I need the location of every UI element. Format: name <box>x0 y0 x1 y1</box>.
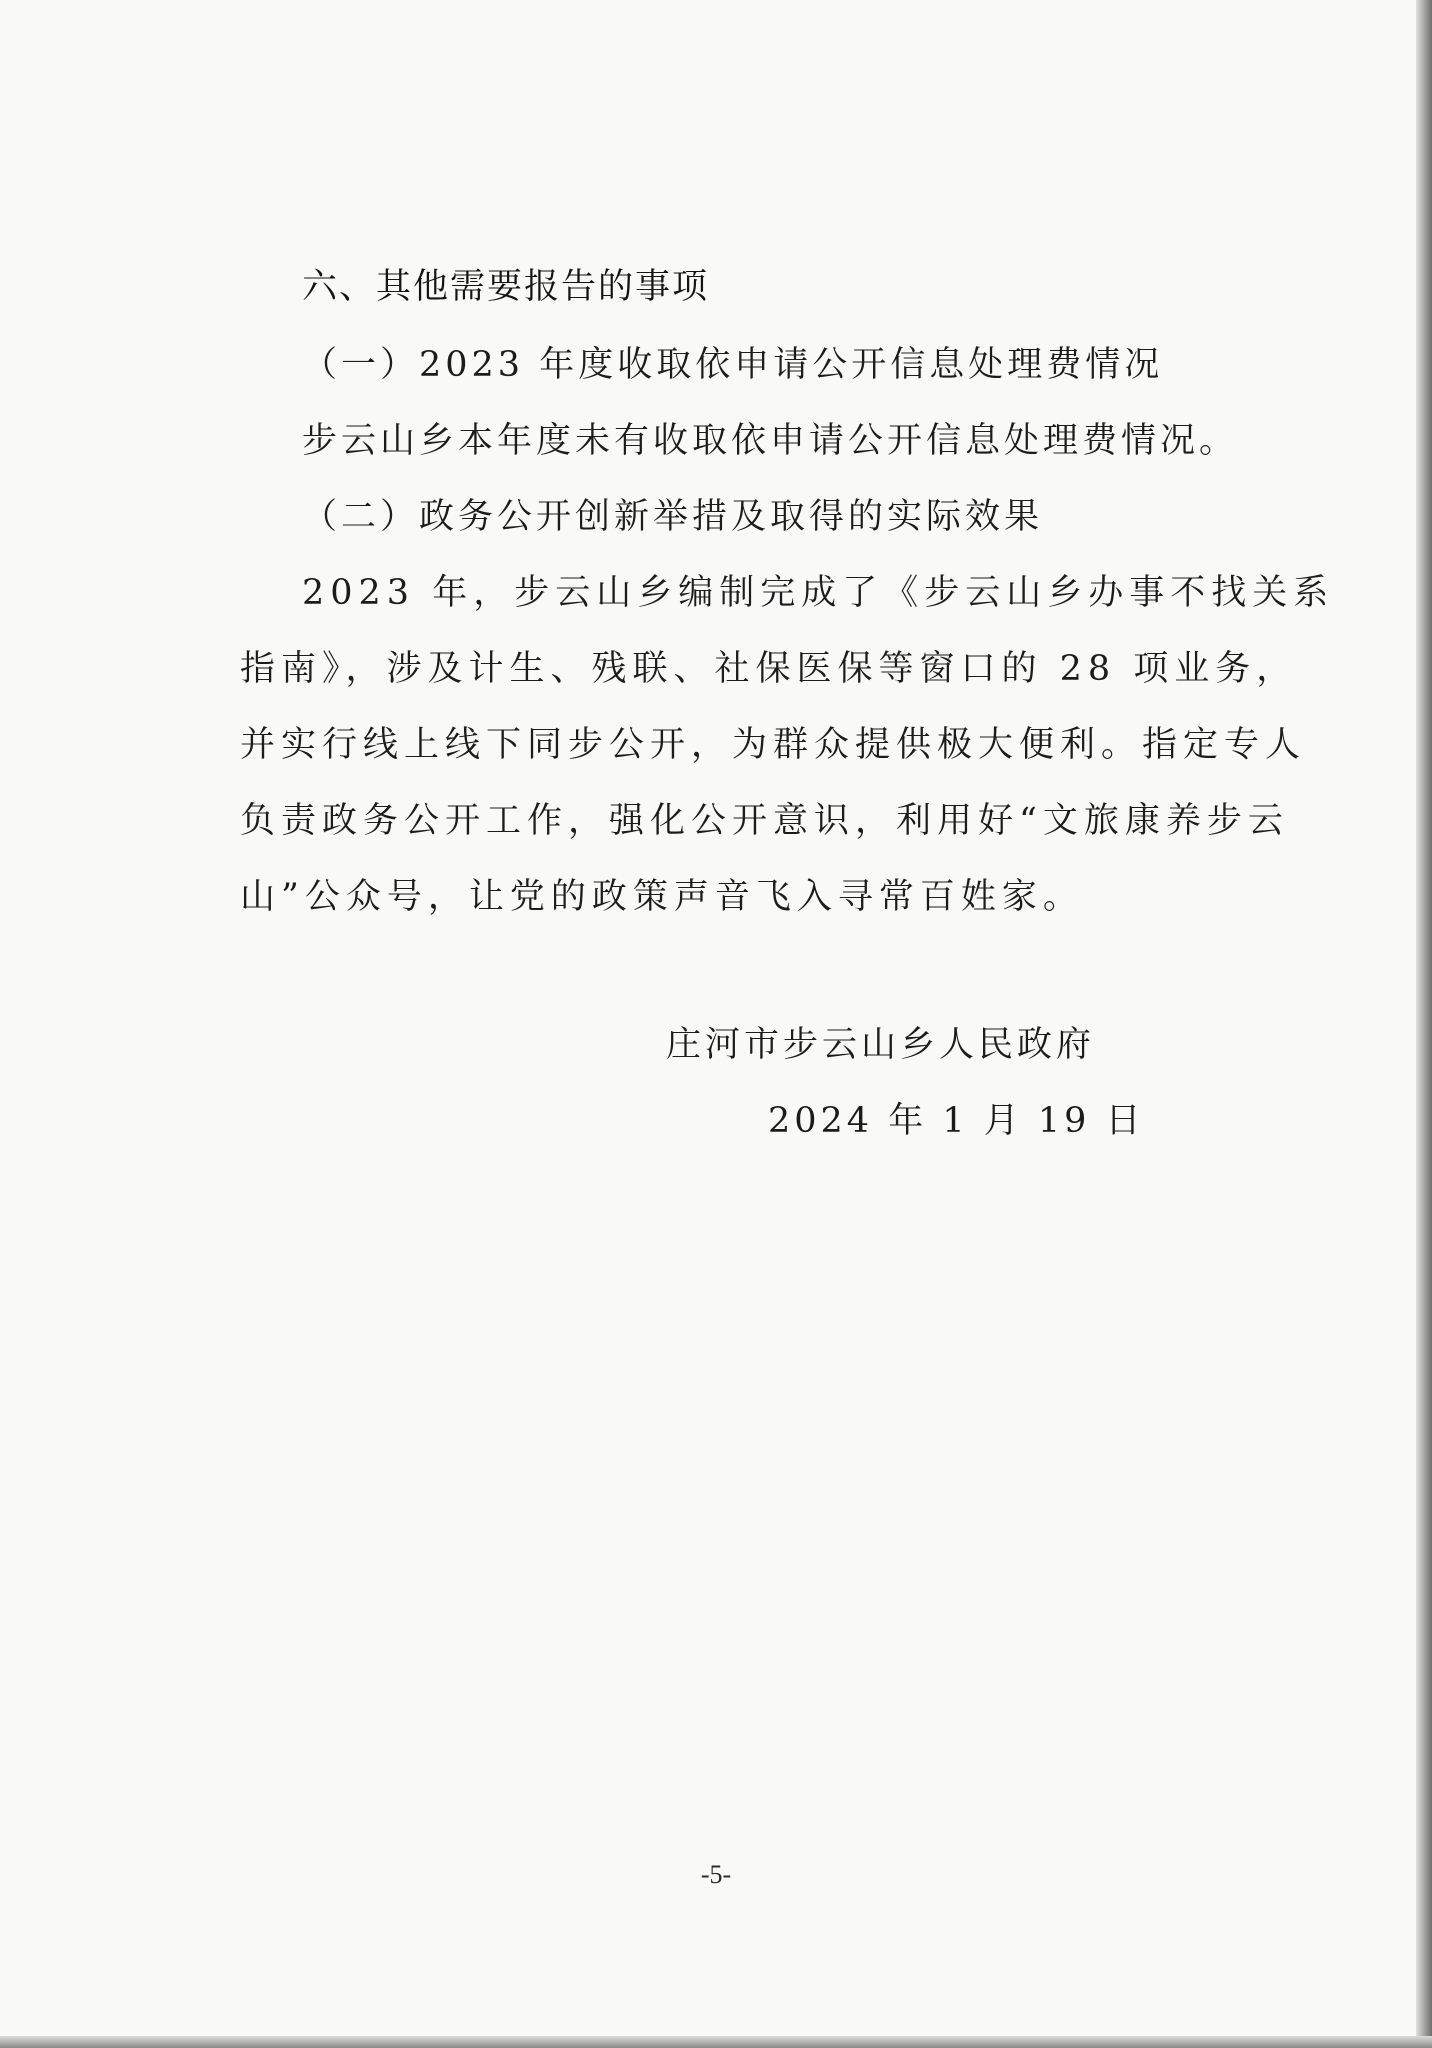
paragraph-line: 负责政务公开工作，强化公开意识，利用好“文旅康养步云 <box>240 801 1289 841</box>
section-heading: 六、其他需要报告的事项 <box>302 267 710 307</box>
signature-date: 2024 年 1 月 19 日 <box>768 1101 1145 1141</box>
page-edge-shadow-bottom <box>0 2036 1432 2048</box>
subsection-2-heading: （二）政务公开创新举措及取得的实际效果 <box>302 497 1044 537</box>
subsection-1-heading: （一）2023 年度收取依申请公开信息处理费情况 <box>302 345 1164 385</box>
page-edge-shadow <box>1416 0 1432 2048</box>
paragraph-line: 山”公众号，让党的政策声音飞入寻常百姓家。 <box>240 877 1084 917</box>
paragraph-line: 指南》，涉及计生、残联、社保医保等窗口的 28 项业务， <box>240 649 1298 689</box>
subsection-1-text: 步云山乡本年度未有收取依申请公开信息处理费情况。 <box>302 421 1239 461</box>
page-number: -5- <box>700 1860 732 1889</box>
signature-organization: 庄河市步云山乡人民政府 <box>666 1025 1096 1065</box>
paragraph-line: 2023 年，步云山乡编制完成了《步云山乡办事不找关系 <box>302 573 1335 613</box>
paragraph-line: 并实行线上线下同步公开，为群众提供极大便利。指定专人 <box>240 725 1307 765</box>
